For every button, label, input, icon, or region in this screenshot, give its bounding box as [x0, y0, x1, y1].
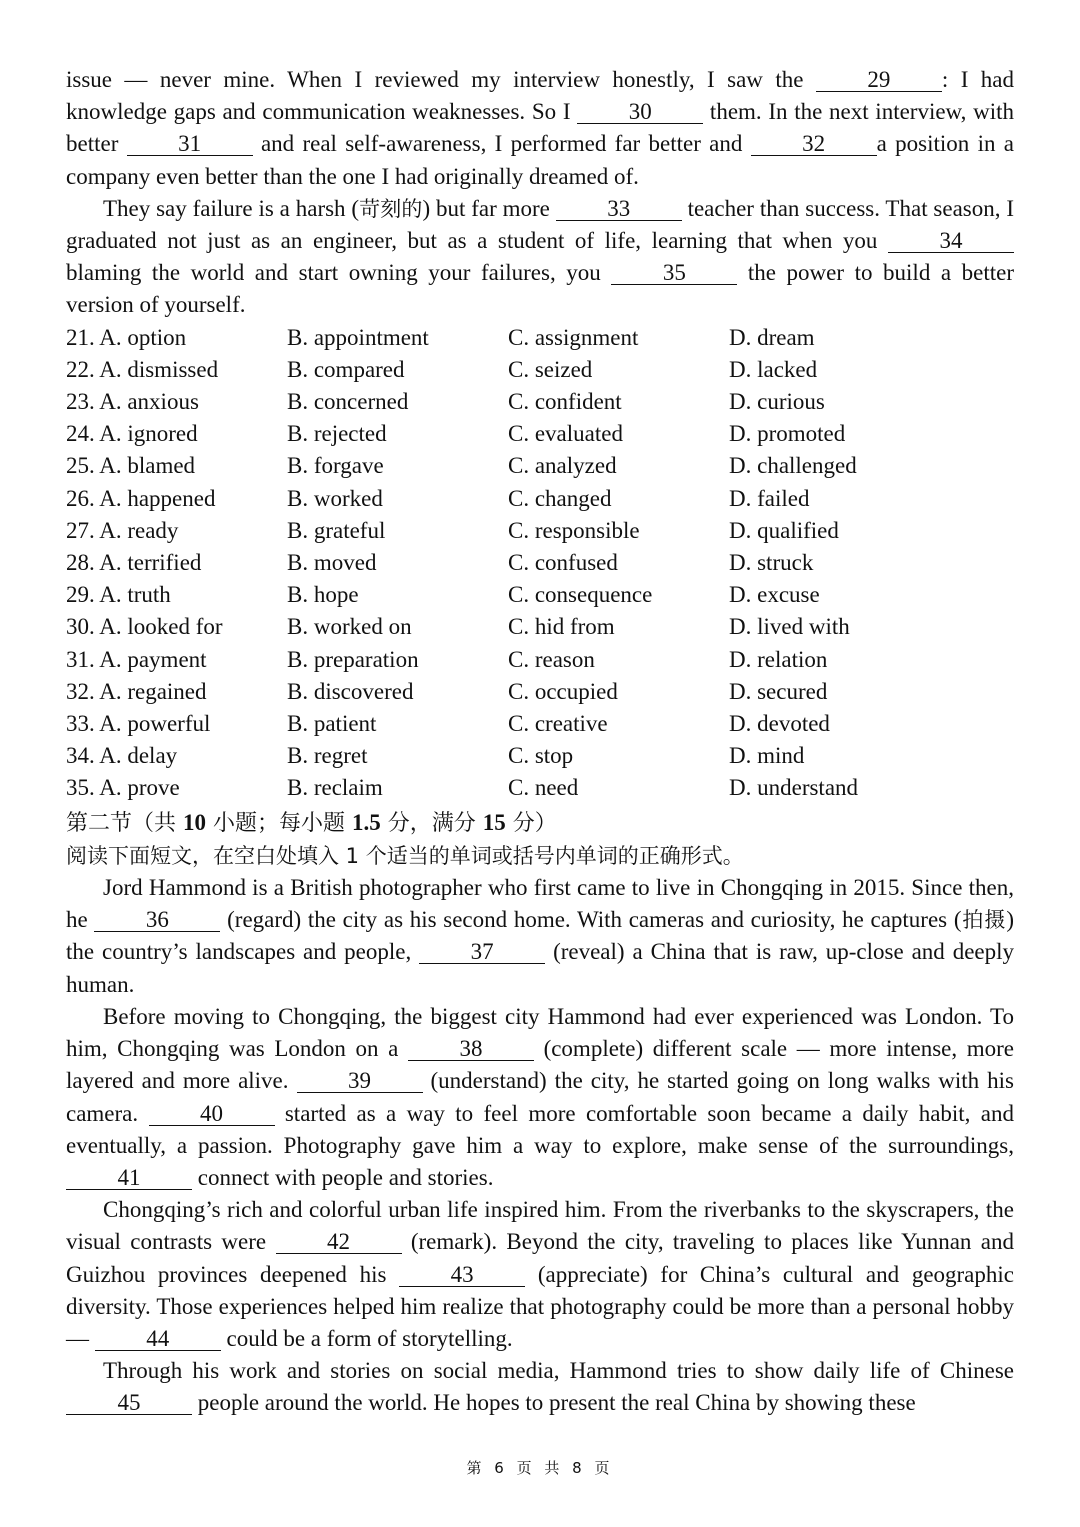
option: B. worked: [287, 485, 383, 511]
option: 28. A. terrified: [66, 550, 202, 576]
option: B. discovered: [287, 678, 414, 704]
text-segment: ) but far more: [422, 195, 556, 221]
option: C. assignment: [508, 324, 639, 350]
option: B. hope: [287, 582, 359, 608]
question-options-row: [66, 483, 1014, 515]
blank-35: 35: [611, 262, 737, 285]
option: C. stop: [508, 743, 574, 769]
blank-43: 43: [399, 1264, 525, 1287]
option: D. lacked: [729, 356, 818, 382]
text-segment: issue — never mine. When I reviewed my interview honestly, I saw the: [66, 67, 816, 92]
option: 27. A. ready: [66, 517, 179, 543]
option: B. appointment: [287, 324, 429, 350]
option: B. forgave: [287, 453, 384, 479]
blank-33: 33: [556, 198, 682, 221]
option: 25. A. blamed: [66, 453, 196, 479]
question-options-row: [66, 386, 1014, 418]
text-segment: Chongqing’s rich and colorful urban life inspired him. From the riverbanks to the skyscrapers, the visual contrasts were: [66, 1197, 1014, 1255]
option: 33. A. powerful: [66, 711, 211, 737]
blank-42: 42: [276, 1231, 402, 1254]
option: C. responsible: [508, 517, 640, 543]
option: 23. A. anxious: [66, 389, 199, 415]
option: B. patient: [287, 711, 377, 737]
paragraph: [66, 1001, 1014, 1194]
cloze-passage-continued: [66, 64, 1014, 322]
blank-38: 38: [408, 1038, 534, 1061]
option: C. occupied: [508, 678, 618, 704]
option: 30. A. looked for: [66, 614, 223, 640]
heading-segment: 分）: [505, 810, 557, 836]
text-segment: (remark). Beyond the city, traveling to places like Yunnan and Guizhou provinces deepened his: [66, 1229, 1014, 1287]
option: D. dream: [729, 324, 815, 350]
option: C. consequence: [508, 582, 653, 608]
question-options-row: [66, 322, 1014, 354]
option: 34. A. delay: [66, 743, 178, 769]
option: D. struck: [729, 550, 814, 576]
question-options-row: [66, 450, 1014, 482]
text-segment: Jord Hammond is a British photographer who first came to live in Chongqing in 2015. Since then, he: [66, 875, 1014, 933]
option: D. mind: [729, 743, 805, 769]
chinese-gloss: 拍摄: [961, 908, 1007, 933]
text-segment: started as a way to feel more comfortable soon became a daily habit, and eventually, a passion. Photography gave him a way to explore, make sense of the surroundings,: [66, 1100, 1014, 1158]
option: D. promoted: [729, 421, 846, 447]
option: 22. A. dismissed: [66, 356, 219, 382]
heading-segment: 小题；每小题: [206, 810, 352, 836]
option: C. confused: [508, 550, 618, 576]
option: B. compared: [287, 356, 405, 382]
blank-45: 45: [66, 1392, 192, 1415]
blank-31: 31: [127, 133, 253, 156]
option: 21. A. option: [66, 324, 187, 350]
option: 29. A. truth: [66, 582, 171, 608]
blank-29: 29: [816, 69, 942, 92]
question-options-row: [66, 547, 1014, 579]
option: D. lived with: [729, 614, 850, 640]
paragraph: [66, 193, 1014, 322]
text-segment: connect with people and stories.: [192, 1164, 494, 1190]
option: 35. A. prove: [66, 775, 180, 801]
exam-page: [66, 64, 1014, 1420]
blank-32: 32: [751, 133, 877, 156]
question-options-row: [66, 515, 1014, 547]
text-segment: (understand) the city, he started going on long walks with his camera.: [66, 1068, 1015, 1126]
blank-30: 30: [577, 101, 703, 124]
heading-segment: 第二节（共: [66, 810, 183, 836]
option: C. reason: [508, 646, 595, 672]
option: B. worked on: [287, 614, 412, 640]
paragraph: [66, 872, 1014, 1001]
option: B. reclaim: [287, 775, 383, 801]
option: B. moved: [287, 550, 377, 576]
text-segment: could be a form of storytelling.: [220, 1325, 513, 1351]
question-options-row: [66, 418, 1014, 450]
heading-segment: 分，满分: [380, 810, 483, 836]
blank-39: 39: [297, 1070, 423, 1093]
heading-segment: 1.5: [352, 809, 381, 835]
option: C. evaluated: [508, 421, 623, 447]
text-segment: ) the country’s landscapes and people,: [66, 907, 1014, 965]
option: C. creative: [508, 711, 608, 737]
text-segment: and real self-awareness, I performed far better and: [252, 131, 751, 157]
text-segment: teacher than success. That season, I graduated not just as an engineer, but as a student of life, learning that when you: [66, 195, 1015, 254]
option: C. need: [508, 775, 579, 801]
text-segment: (regard) the city as his second home. With cameras and curiosity, he captures (: [220, 907, 962, 933]
question-options-row: [66, 708, 1014, 740]
option: B. rejected: [287, 421, 387, 447]
text-segment: them. In the next interview, with better: [66, 99, 1015, 157]
section-instruction: 阅读下面短文，在空白处填入 1 个适当的单词或括号内单词的正确形式。: [66, 843, 744, 868]
option: D. devoted: [729, 711, 830, 737]
text-segment: blaming the world and start owning your failures, you: [66, 260, 612, 286]
option: C. seized: [508, 356, 593, 382]
question-options-row: [66, 611, 1014, 643]
option: D. curious: [729, 389, 825, 415]
blank-36: 36: [94, 909, 220, 932]
option: B. regret: [287, 743, 368, 769]
option: B. preparation: [287, 646, 419, 672]
option: C. hid from: [508, 614, 615, 640]
blank-40: 40: [149, 1103, 275, 1126]
paragraph: [66, 64, 1014, 193]
grammar-fill-passage: [66, 872, 1014, 1419]
option: D. failed: [729, 485, 810, 511]
blank-41: 41: [66, 1167, 192, 1190]
text-segment: a position in a company even better than the one I had originally dreamed of.: [66, 131, 1014, 189]
question-options-row: [66, 740, 1014, 772]
option: D. challenged: [729, 453, 857, 479]
option: D. understand: [729, 775, 859, 801]
cloze-options: [66, 322, 1014, 805]
text-segment: people around the world. He hopes to present the real China by showing these: [192, 1390, 916, 1416]
option: 26. A. happened: [66, 485, 216, 511]
question-options-row: [66, 644, 1014, 676]
option: B. concerned: [287, 389, 409, 415]
question-options-row: [66, 354, 1014, 386]
option: D. excuse: [729, 582, 820, 608]
option: D. qualified: [729, 517, 839, 543]
option: 31. A. payment: [66, 646, 207, 672]
text-segment: the power to build a better version of yourself.: [66, 260, 1014, 318]
blank-37: 37: [419, 941, 545, 964]
question-options-row: [66, 579, 1014, 611]
paragraph: [66, 1194, 1014, 1355]
page-footer: 第 6 页 共 8 页: [466, 1459, 614, 1477]
question-options-row: [66, 772, 1014, 804]
question-options-row: [66, 676, 1014, 708]
blank-34: 34: [888, 230, 1014, 253]
section-heading: [66, 807, 1014, 840]
option: C. confident: [508, 389, 622, 415]
text-segment: Before moving to Chongqing, the biggest city Hammond had ever experienced was London. To him, Chongqing was London on a: [66, 1003, 1014, 1062]
paragraph: [66, 1355, 1014, 1419]
option: C. analyzed: [508, 453, 617, 479]
blank-44: 44: [95, 1328, 221, 1351]
text-segment: (appreciate) for China’s cultural and geographic diversity. Those experiences helped him realize that photography could be more than a personal hobby —: [66, 1261, 1014, 1351]
heading-segment: 15: [482, 809, 506, 835]
text-segment: : I had knowledge gaps and communication weaknesses. So I: [66, 67, 1014, 125]
chinese-gloss: 苛刻的: [359, 196, 423, 221]
heading-segment: 10: [183, 809, 206, 835]
text-segment: (complete) different scale — more intense, more layered and more alive.: [66, 1036, 1014, 1094]
option: 32. A. regained: [66, 678, 207, 704]
option: B. grateful: [287, 517, 386, 543]
text-segment: They say failure is a harsh (: [103, 195, 360, 221]
option: D. secured: [729, 678, 828, 704]
option: 24. A. ignored: [66, 421, 198, 447]
text-segment: Through his work and stories on social media, Hammond tries to show daily life of Chinese: [103, 1358, 1014, 1384]
text-segment: (reveal) a China that is raw, up-close and deeply human.: [66, 939, 1014, 997]
option: D. relation: [729, 646, 828, 672]
option: C. changed: [508, 485, 612, 511]
